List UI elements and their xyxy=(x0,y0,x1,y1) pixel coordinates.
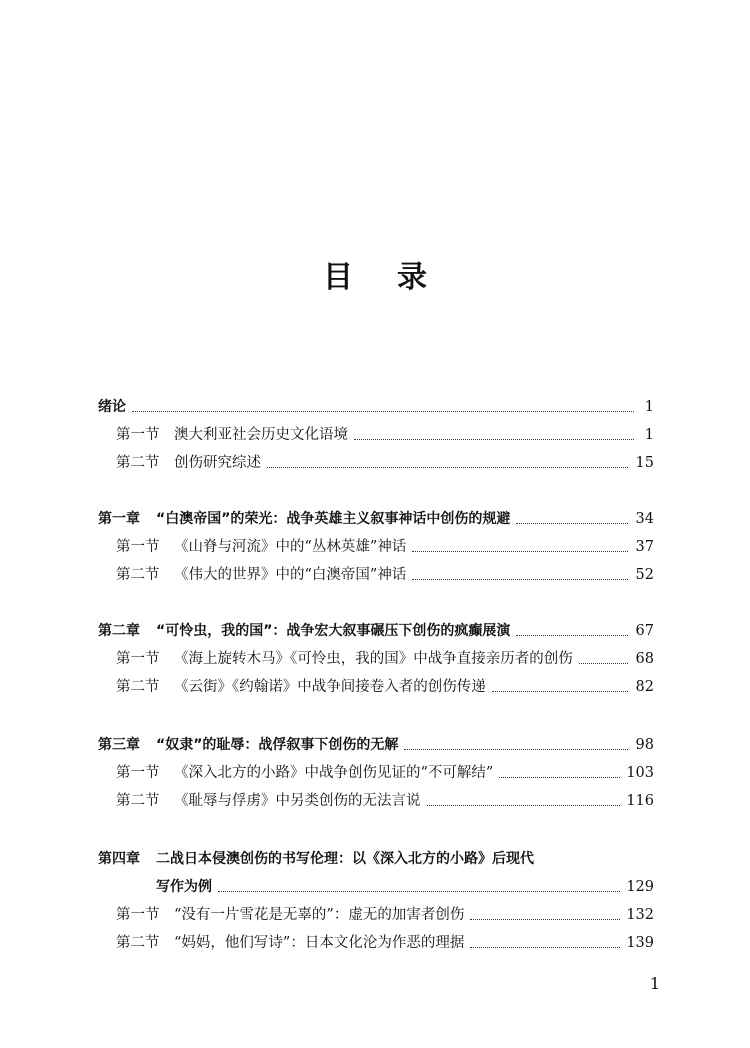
toc-page-number: 82 xyxy=(635,679,654,695)
toc-section-label: 第二节 xyxy=(116,793,160,809)
leader-dots xyxy=(412,578,628,580)
toc-entry-section[interactable] xyxy=(0,535,750,557)
toc-entry-chapter-1[interactable] xyxy=(0,507,750,529)
toc-chapter-label: 第四章 xyxy=(98,851,140,867)
toc-entry-title-continued: 写作为例 xyxy=(156,879,212,895)
leader-dots xyxy=(470,946,620,948)
toc-page-number: 139 xyxy=(626,935,654,951)
toc-page-number: 1 xyxy=(644,399,654,415)
toc-section-label: 第一节 xyxy=(116,907,160,923)
toc-page-number: 34 xyxy=(635,511,654,527)
toc-entry-title: 《云街》《约翰诺》中战争间接卷入者的创伤传递 xyxy=(174,679,486,695)
leader-dots xyxy=(516,522,628,524)
toc-entry-title: 澳大利亚社会历史文化语境 xyxy=(174,427,348,443)
toc-entry-section[interactable] xyxy=(0,647,750,669)
toc-page-number: 132 xyxy=(626,907,654,923)
title-char-1: 目 xyxy=(323,260,353,295)
toc-entry-section[interactable] xyxy=(0,423,750,445)
leader-dots xyxy=(218,890,620,892)
toc-page-number: 37 xyxy=(635,539,654,555)
toc-entry-title: 《山脊与河流》中的“丛林英雄”神话 xyxy=(174,539,407,555)
toc-entry-section[interactable] xyxy=(0,789,750,811)
toc-page-number: 68 xyxy=(635,651,654,667)
leader-dots xyxy=(412,550,628,552)
page-number: 1 xyxy=(649,974,660,993)
toc-page-number: 67 xyxy=(635,623,654,639)
leader-dots xyxy=(579,662,628,664)
toc-page-number: 98 xyxy=(635,737,654,753)
toc-entry-title: 《耻辱与俘虏》中另类创伤的无法言说 xyxy=(174,793,421,809)
toc-entry-title: 《海上旋转木马》《可怜虫，我的国》中战争直接亲历者的创伤 xyxy=(174,651,573,667)
toc-entry-intro[interactable] xyxy=(0,395,750,417)
toc-entry-title: 二战日本侵澳创伤的书写伦理：以《深入北方的小路》后现代 xyxy=(156,851,534,867)
leader-dots xyxy=(470,918,620,920)
toc-section-label: 第一节 xyxy=(116,427,160,443)
toc-page-number: 52 xyxy=(635,567,654,583)
title-char-2: 录 xyxy=(397,260,427,295)
leader-dots xyxy=(354,438,634,440)
toc-entry-title: “妈妈，他们写诗”：日本文化沦为作恶的理据 xyxy=(174,935,465,951)
toc-entry-section[interactable] xyxy=(0,761,750,783)
toc-entry-chapter-4[interactable] xyxy=(0,847,750,869)
toc-entry-title: 《深入北方的小路》中战争创伤见证的“不可解结” xyxy=(174,765,494,781)
leader-dots xyxy=(516,634,628,636)
toc-entry-section[interactable] xyxy=(0,903,750,925)
leader-dots xyxy=(492,690,628,692)
toc-section-label: 第一节 xyxy=(116,651,160,667)
toc-section-label: 第一节 xyxy=(116,765,160,781)
toc-page-number: 129 xyxy=(626,879,654,895)
toc-entry-section[interactable] xyxy=(0,675,750,697)
toc-entry-chapter-2[interactable] xyxy=(0,619,750,641)
toc-entry-chapter-4-continued[interactable] xyxy=(0,875,750,897)
toc-page-number: 116 xyxy=(626,793,654,809)
toc-section-label: 第二节 xyxy=(116,455,160,471)
toc-entry-section[interactable] xyxy=(0,451,750,473)
toc-page-number: 15 xyxy=(635,455,654,471)
toc-section-label: 第二节 xyxy=(116,679,160,695)
leader-dots xyxy=(427,804,621,806)
toc-section-label: 第二节 xyxy=(116,935,160,951)
toc-entry-section[interactable] xyxy=(0,931,750,953)
leader-dots xyxy=(404,748,628,750)
toc-entry-title: “白澳帝国”的荣光：战争英雄主义叙事神话中创伤的规避 xyxy=(156,511,511,527)
toc-chapter-label: 第三章 xyxy=(98,737,140,753)
toc-entry-title: 《伟大的世界》中的“白澳帝国”神话 xyxy=(174,567,407,583)
page-title xyxy=(0,258,750,298)
toc-entry-title: 绪论 xyxy=(98,399,126,415)
toc-section-label: 第一节 xyxy=(116,539,160,555)
toc-entry-title: “可怜虫，我的国”：战争宏大叙事碾压下创伤的疯癫展演 xyxy=(156,623,511,639)
toc-entry-title: “奴隶”的耻辱：战俘叙事下创伤的无解 xyxy=(156,737,399,753)
toc-page-number: 103 xyxy=(626,765,654,781)
toc-chapter-label: 第二章 xyxy=(98,623,140,639)
toc-section-label: 第二节 xyxy=(116,567,160,583)
toc-entry-chapter-3[interactable] xyxy=(0,733,750,755)
toc-chapter-label: 第一章 xyxy=(98,511,140,527)
toc-page-number: 1 xyxy=(644,427,654,443)
leader-dots xyxy=(132,410,634,412)
toc-entry-title: “没有一片雪花是无辜的”：虚无的加害者创伤 xyxy=(174,907,465,923)
toc-entry-title: 创伤研究综述 xyxy=(174,455,261,471)
leader-dots xyxy=(267,466,628,468)
toc-entry-section[interactable] xyxy=(0,563,750,585)
leader-dots xyxy=(499,776,620,778)
